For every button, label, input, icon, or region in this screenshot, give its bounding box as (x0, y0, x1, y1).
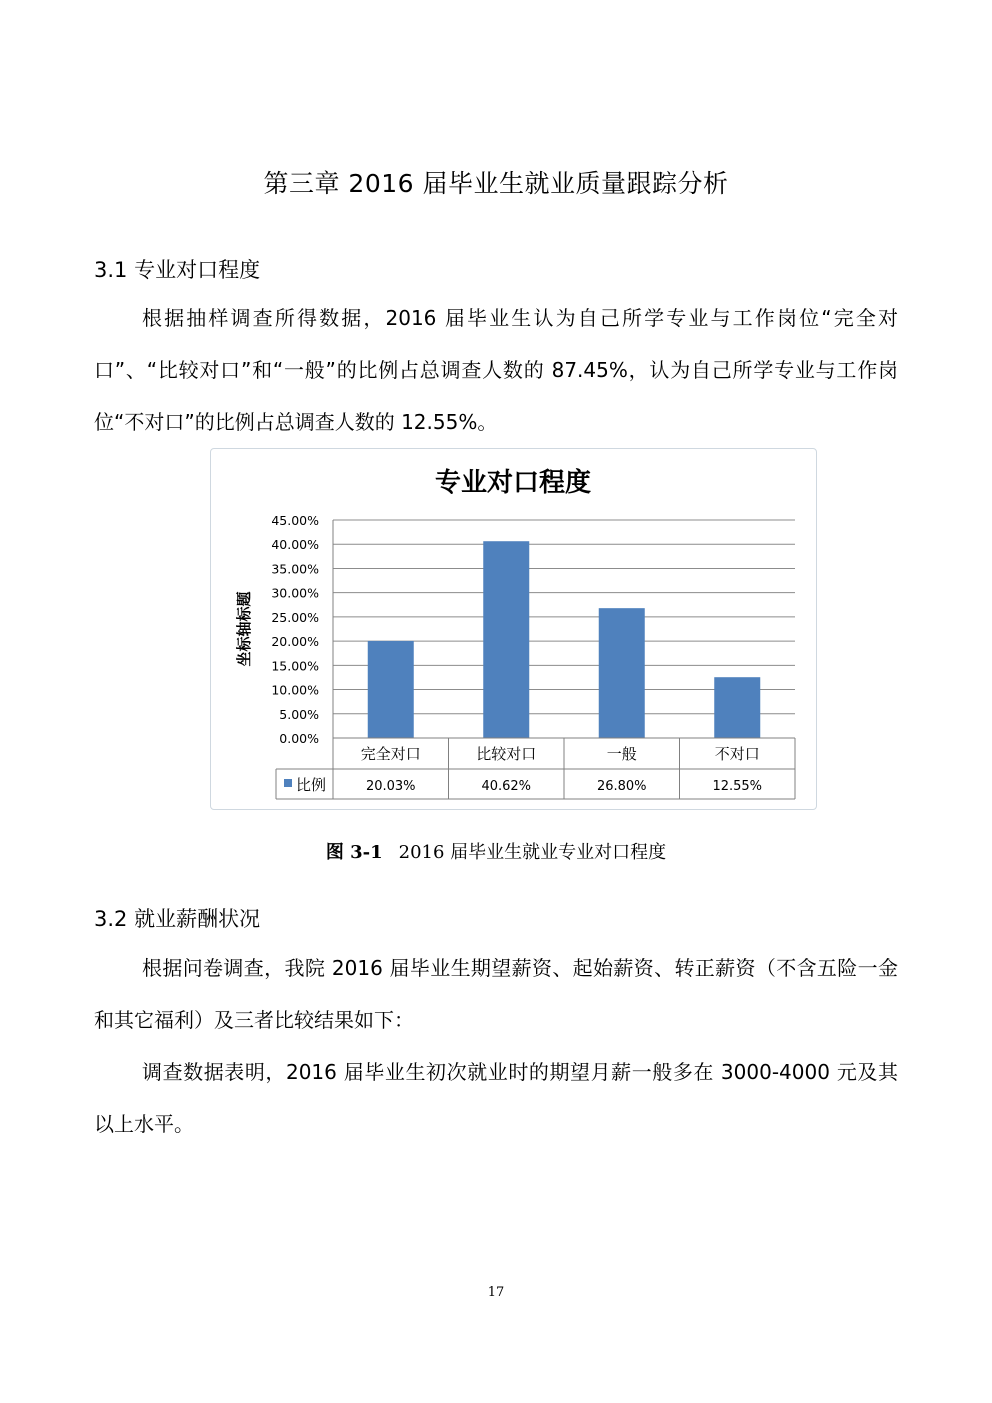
data-label: 12.55% (712, 779, 763, 794)
chart-container (210, 448, 817, 810)
bar-一般 (599, 608, 645, 738)
chapter-title: 第三章 2016 届毕业生就业质量跟踪分析 (263, 169, 729, 198)
bar-不对口 (714, 677, 760, 738)
figure-number: 图 3-1 (325, 842, 383, 863)
category-label: 完全对口 (360, 745, 421, 763)
y-tick-label: 35.00% (271, 561, 319, 577)
y-tick-label: 45.00% (271, 513, 319, 528)
match-degree-chart (211, 449, 816, 809)
legend-swatch (284, 779, 292, 787)
section-heading-3-2: 3.2 就业薪酬状况 (94, 907, 261, 931)
figure-caption-text: 2016 届毕业生就业专业对口程度 (398, 842, 667, 863)
bar-完全对口 (368, 641, 414, 738)
page-number: 17 (487, 1285, 505, 1300)
figure-caption (0, 838, 992, 864)
paragraph-salary-intro: 根据问卷调查，我院 2016 届毕业生期望薪资、起始薪资、转正薪资（不含五险一金和其它福利）及三者比较结果如下： (94, 956, 898, 1032)
legend-label: 比例 (296, 776, 327, 794)
data-label: 20.03% (365, 779, 416, 794)
category-label: 比较对口 (476, 745, 537, 763)
category-label: 不对口 (714, 745, 760, 763)
category-label: 一般 (606, 745, 637, 763)
y-tick-label: 15.00% (271, 658, 319, 674)
paragraph-match-degree: 根据抽样调查所得数据，2016 届毕业生认为自己所学专业与工作岗位“完全对口”、“比较对口”和“一般”的比例占总调查人数的 87.45%，认为自己所学专业与工作岗位“不对口”的比例占总调查人数的 12.55%。 (94, 306, 898, 434)
y-tick-label: 10.00% (271, 682, 319, 698)
y-tick-label: 20.00% (271, 634, 319, 650)
y-tick-label: 40.00% (271, 537, 319, 553)
y-tick-label: 30.00% (271, 585, 319, 601)
chart-title: 专业对口程度 (434, 468, 592, 498)
paragraph-expected-salary: 调查数据表明，2016 届毕业生初次就业时的期望月薪一般多在 3000-4000 元及其以上水平。 (94, 1060, 898, 1136)
data-label: 26.80% (596, 779, 647, 794)
y-tick-label: 25.00% (271, 609, 319, 625)
section-heading-3-1: 3.1 专业对口程度 (94, 258, 261, 282)
y-tick-label: 0.00% (279, 731, 319, 746)
y-tick-label: 5.00% (279, 706, 319, 722)
y-axis-title: 坐标轴标题 (235, 591, 253, 667)
data-label: 40.62% (481, 779, 532, 794)
bar-比较对口 (483, 541, 529, 738)
